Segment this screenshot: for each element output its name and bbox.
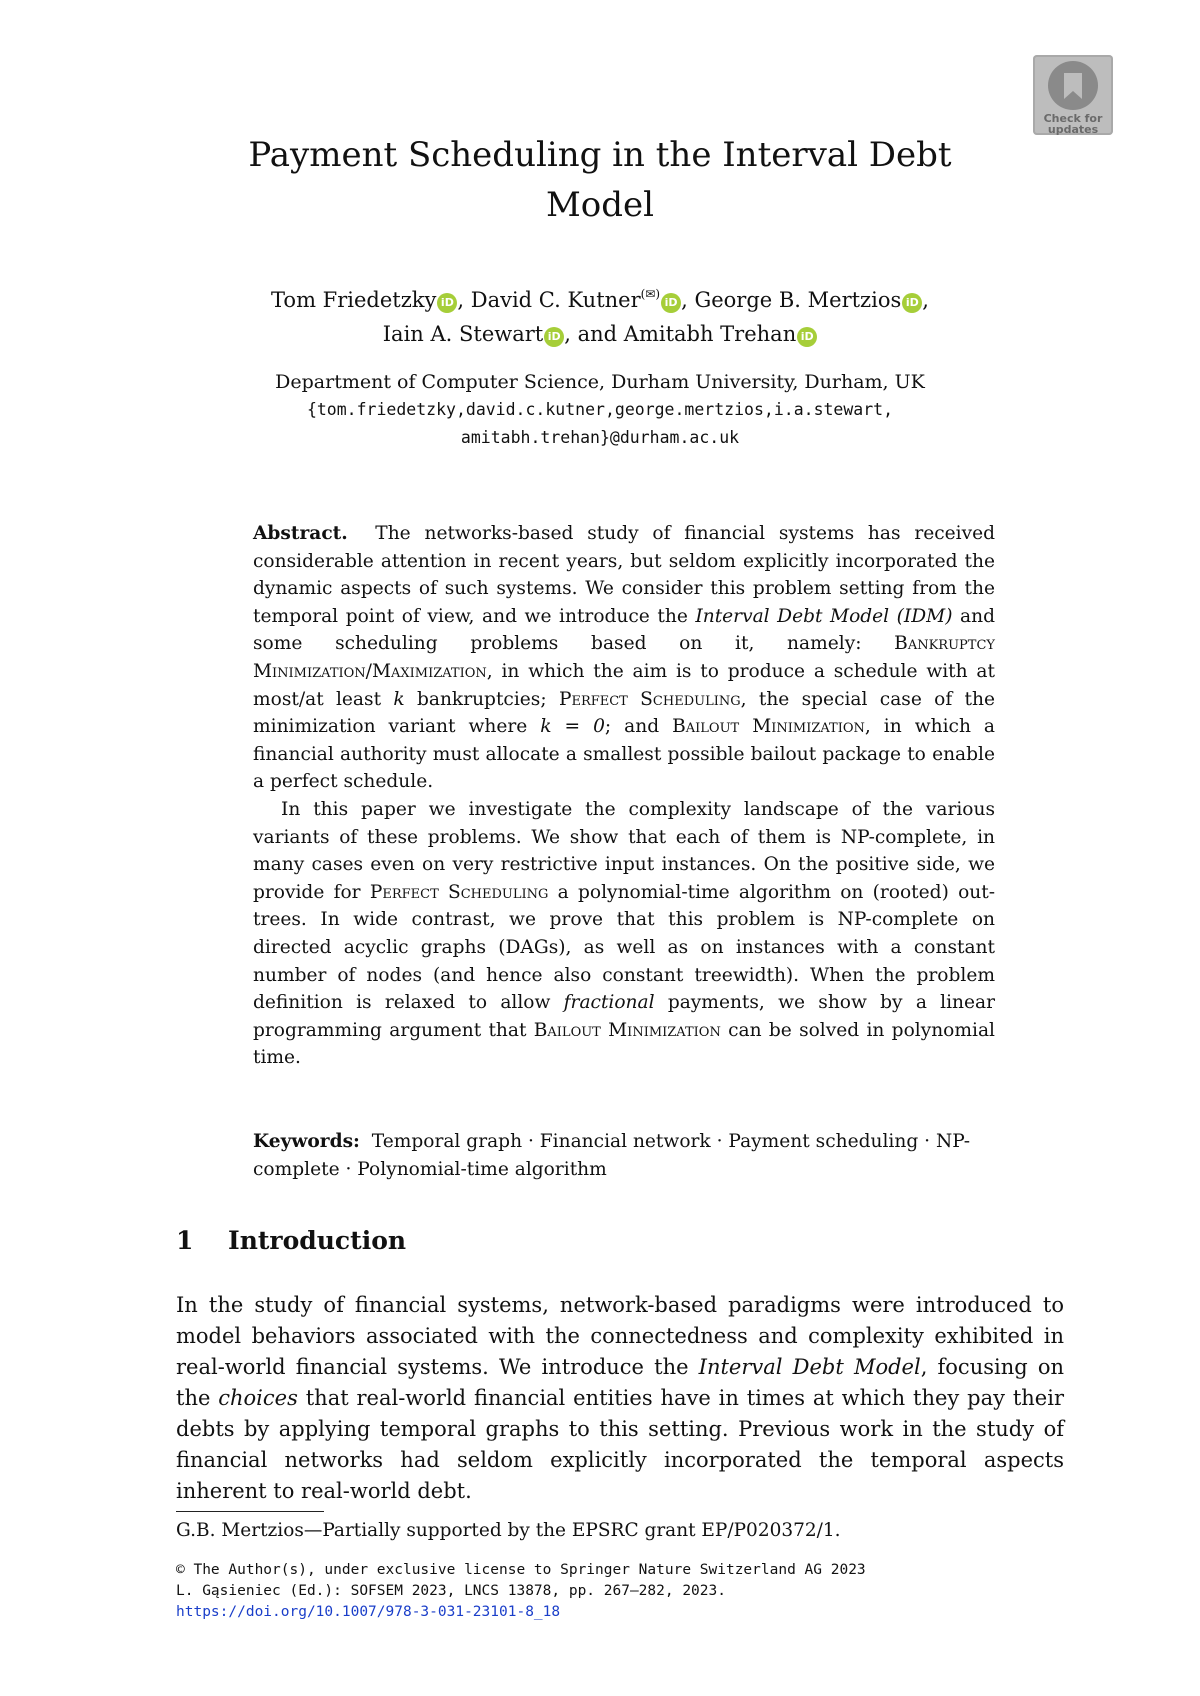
math-variable: k xyxy=(393,688,405,710)
abstract-text: bankruptcies; xyxy=(404,688,559,710)
math-expression: k = 0 xyxy=(540,716,605,738)
keywords-label: Keywords: xyxy=(253,1131,360,1152)
abstract-text: The networks-based study of financial systems has received considerable attention in recent years, but seldom explicitly incorporated the dynamic aspects of such systems. We consider this problem setting from the temporal point of view, and we introduce the xyxy=(253,523,995,627)
author-line-2: Iain A. Stewart iD , and Amitabh Trehan iD xyxy=(150,317,1050,351)
problem-name: Bailout Minimization xyxy=(533,1019,721,1041)
copyright-line: © The Author(s), under exclusive license to Springer Nature Switzerland AG 2023 xyxy=(176,1562,866,1578)
keywords-list: Temporal graph · Financial network · Payment scheduling · NP-complete · Polynomial-time algorithm xyxy=(253,1131,971,1180)
abstract-paragraph-2 xyxy=(253,796,995,1072)
abstract-text: can be solved in polynomial time. xyxy=(253,1019,995,1069)
author-list xyxy=(150,277,1050,351)
orcid-icon[interactable]: iD xyxy=(797,327,817,347)
problem-name: Bailout Minimization xyxy=(672,716,865,738)
emphasis: choices xyxy=(218,1386,298,1410)
copyright-block xyxy=(176,1560,1076,1623)
abstract xyxy=(253,520,995,1072)
problem-name: Perfect Scheduling xyxy=(558,688,741,710)
abstract-label: Abstract. xyxy=(253,523,348,544)
author-emails-line-2: amitabh.trehan}@durham.ac.uk xyxy=(460,428,740,447)
affiliation xyxy=(150,368,1050,452)
abstract-text: ; and xyxy=(604,716,673,738)
check-for-updates-badge[interactable] xyxy=(1033,55,1113,135)
paper-title: Payment Scheduling in the Interval Debt Model xyxy=(248,135,952,225)
author-emails-line-1: {tom.friedetzky,david.c.kutner,george.mertzios,i.a.stewart, xyxy=(306,400,894,419)
orcid-icon[interactable]: iD xyxy=(544,327,564,347)
abstract-text: a polynomial-time algorithm on (rooted) out-trees. In wide contrast, we prove that this problem is NP-complete on directed acyclic graphs (DAGs), as well as on instances with a constant number of nodes (and hence also constant treewidth). When the problem definition is relaxed to allow xyxy=(253,881,995,1014)
section-heading xyxy=(176,1226,406,1255)
abstract-text: In this paper we investigate the complexity landscape of the various variants of these problems. We show that each of them is NP-complete, in many cases even on very restrictive input instances. On the positive side, we provide for xyxy=(253,798,995,903)
section-title: Introduction xyxy=(228,1226,407,1255)
problem-name: Bankruptcy Minimization/Maximization xyxy=(253,633,995,682)
section-number: 1 xyxy=(176,1226,194,1255)
introduction-paragraph xyxy=(176,1290,1064,1507)
abstract-text: , in which a financial authority must allocate a smallest possible bailout package to enable a perfect schedule. xyxy=(253,716,995,793)
abstract-text: , the special case of the minimization variant where xyxy=(253,688,995,738)
abstract-text: and some scheduling problems based on it, namely: xyxy=(253,605,996,655)
author-conjunction: and xyxy=(577,322,618,346)
author-name: Amitabh Trehan xyxy=(623,322,797,346)
abstract-text: , in which the aim is to produce a schedule with at most/at least xyxy=(253,660,995,710)
bookmark-icon xyxy=(1048,61,1098,110)
author-line-1: Tom Friedetzky iD , David C. Kutner(✉)iD , George B. Mertzios iD , xyxy=(271,287,929,312)
abstract-paragraph-1 xyxy=(253,520,995,796)
orcid-icon[interactable]: iD xyxy=(437,293,457,313)
emphasis: Interval Debt Model xyxy=(698,1355,921,1379)
orcid-icon[interactable]: iD xyxy=(661,293,681,313)
intro-text: that real-world financial entities have in times at which they pay their debts by applying temporal graphs to this setting. Previous work in the study of financial networks had seldom explicitly incorporated the temporal aspects inherent to real-world debt. xyxy=(176,1386,1064,1503)
author-name: George B. Mertzios xyxy=(694,288,902,312)
doi-link[interactable]: https://doi.org/10.1007/978-3-031-23101-8_18 xyxy=(176,1604,561,1620)
intro-text: In the study of financial systems, network-based paradigms were introduced to model behaviors associated with the connectedness and complexity exhibited in real-world financial systems. We introduce the xyxy=(176,1293,1064,1379)
keywords xyxy=(253,1128,995,1183)
orcid-icon[interactable]: iD xyxy=(902,293,922,313)
abstract-term-idm: Interval Debt Model (IDM) xyxy=(695,605,953,627)
author-name: David C. Kutner xyxy=(470,288,641,312)
author-name: Iain A. Stewart xyxy=(382,322,544,346)
corresponding-author-icon: (✉) xyxy=(640,287,661,301)
footnote-divider xyxy=(176,1511,324,1512)
footnote: G.B. Mertzios—Partially supported by the EPSRC grant EP/P020372/1. xyxy=(176,1520,841,1541)
citation-line: L. Gąsieniec (Ed.): SOFSEM 2023, LNCS 13878, pp. 267–282, 2023. xyxy=(176,1583,726,1599)
abstract-text: payments, we show by a linear programming argument that xyxy=(253,992,996,1041)
author-name: Tom Friedetzky xyxy=(271,288,437,312)
intro-text: , focusing on the xyxy=(176,1355,1064,1410)
department: Department of Computer Science, Durham University, Durham, UK xyxy=(275,371,925,393)
problem-name: Perfect Scheduling xyxy=(369,881,549,903)
emphasis: fractional xyxy=(563,992,655,1014)
check-for-updates-label: Check for updates xyxy=(1043,112,1103,136)
